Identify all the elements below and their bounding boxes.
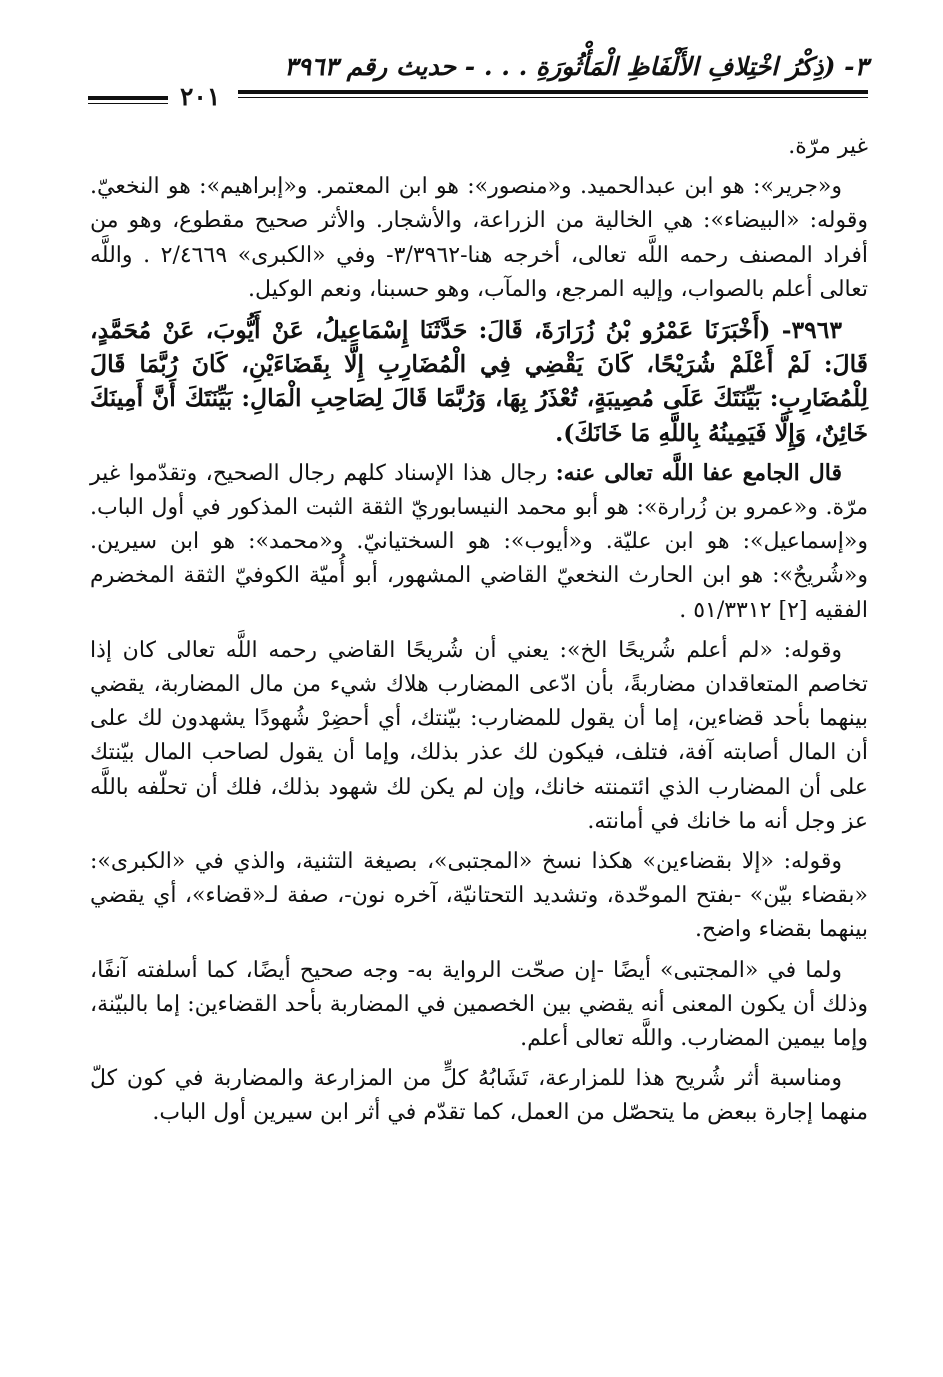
paragraph: وقوله: «إلا بقضاءين» هكذا نسخ «المجتبى»، بصيغة التثنية، والذي في «الكبرى»: «بقضاء بيّن» -بفتح الموحّدة، وتشديد التحتانيّة، آخره نون-، صفة لـ«قضاء»، أي يقضي بينهما بقضاء واضح. bbox=[90, 849, 868, 943]
header-title: ٣- (ذِكْرُ اخْتِلافِ الأَلْفَاظِ الْمَأْثُورَةِ . . . - حديث رقم ٣٩٦٣ bbox=[284, 52, 868, 81]
paragraph: ولما في «المجتبى» أيضًا -إن صحّت الرواية به- وجه صحيح أيضًا، كما أسلفته آنفًا، وذلك أن يكون المعنى أنه يقضي بين الخصمين في المضاربة بأحد القضاءين: إما بالبيّنة، وإما بيمين المضارب. واللَّه تعالى أعلم. bbox=[90, 957, 868, 1052]
hadith-body: (أَخْبَرَنَا عَمْرُو بْنُ زُرَارَةَ، قَالَ: حَدَّثَنَا إِسْمَاعِيلُ، عَنْ أَيُّوبَ، عَنْ مُحَمَّدٍ، قَالَ: لَمْ أَعْلَمْ شُرَيْحًا، كَانَ يَقْضِي فِي الْمُضَارِبِ إِلَّا بِقَضَاءَيْنِ، كَانَ رُبَّمَا قَالَ لِلْمُضَارِبِ: بَيِّنَتَكَ عَلَى مُصِيبَةٍ، تُعْذَرُ بِهَا، وَرُبَّمَا قَالَ لِصَاحِبِ الْمَالِ: بَيِّنَتَكَ أَنَّ أَمِينَكَ خَائِنٌ، وَإِلَّا فَيَمِينُهُ بِاللَّهِ مَا خَانَكَ). bbox=[90, 316, 868, 447]
page-body bbox=[90, 130, 868, 1137]
hadith-number: ٣٩٦٣- bbox=[781, 316, 842, 345]
paragraph: ومناسبة أثر شُريح هذا للمزارعة، تَشَابُهُ كلٍّ من المزارعة والمضاربة في كون كلّ منهما إجارة ببعض ما يتحصّل من العمل، كما تقدّم في أثر ابن سيرين أول الباب. bbox=[90, 1066, 868, 1126]
page-number: ٢٠١ bbox=[180, 82, 221, 111]
running-header bbox=[88, 46, 868, 111]
speaker-label: قال الجامع عفا اللَّه تعالى عنه: bbox=[555, 459, 843, 486]
paragraph: غير مرّة. bbox=[788, 134, 868, 159]
paragraph: وقوله: «لم أعلم شُريحًا الخ»: يعني أن شُريحًا القاضي رحمه اللَّه تعالى كان إذا تخاصم المتعاقدان مضاربةً، بأن ادّعى المضارب هلاك شيء من مال المضاربة، يقضي بينهما بأحد قضاءين، إما أن يقول للمضارب: بيّنتك، أي أحضِرْ شُهودًا يشهدون لك على أن المال أصابته آفة، فتلف، فيكون لك عذر بذلك، وإما أن يقول لصاحب المال بيّنتك على أن المضارب الذي ائتمنته خانك، وإن لم يكن لك شهود بذلك، فلك أن تحلّفه باللَّه عز وجل أنه ما خانك في أمانته. bbox=[90, 637, 868, 834]
paragraph bbox=[90, 456, 868, 628]
paragraph-body: رجال هذا الإسناد كلهم رجال الصحيح، وتقدّموا غير مرّة. و«عمرو بن زُرارة»: هو أبو محمد النيسابوريّ الثقة الثبت المذكور في أول الباب. و«إسماعيل»: هو ابن عليّة. و«أيوب»: هو السختيانيّ. و«محمد»: هو ابن سيرين. و«شُريحٌ»: هو ابن الحارث النخعيّ القاضي المشهور، أبو أُميّة الكوفيّ الثقة المخضرم الفقيه [٢] ٥١/٣٣١٢ . bbox=[90, 460, 868, 623]
header-rule bbox=[238, 90, 868, 98]
page-number-rule bbox=[88, 96, 168, 104]
hadith-text bbox=[90, 313, 868, 450]
paragraph: و«جرير»: هو ابن عبدالحميد. و«منصور»: هو ابن المعتمر. و«إبراهيم»: هو النخعيّ. وقوله: «البيضاء»: هي الخالية من الزراعة، والأشجار. والأثر صحيح مقطوع، وهو من أفراد المصنف رحمه اللَّه تعالى، أخرجه هنا-٣/٣٩٦٢- وفي «الكبرى» ٢/٤٦٦٩ . واللَّه تعالى أعلم بالصواب، وإليه المرجع، والمآب، وهو حسبنا، ونعم الوكيل. bbox=[90, 174, 868, 302]
